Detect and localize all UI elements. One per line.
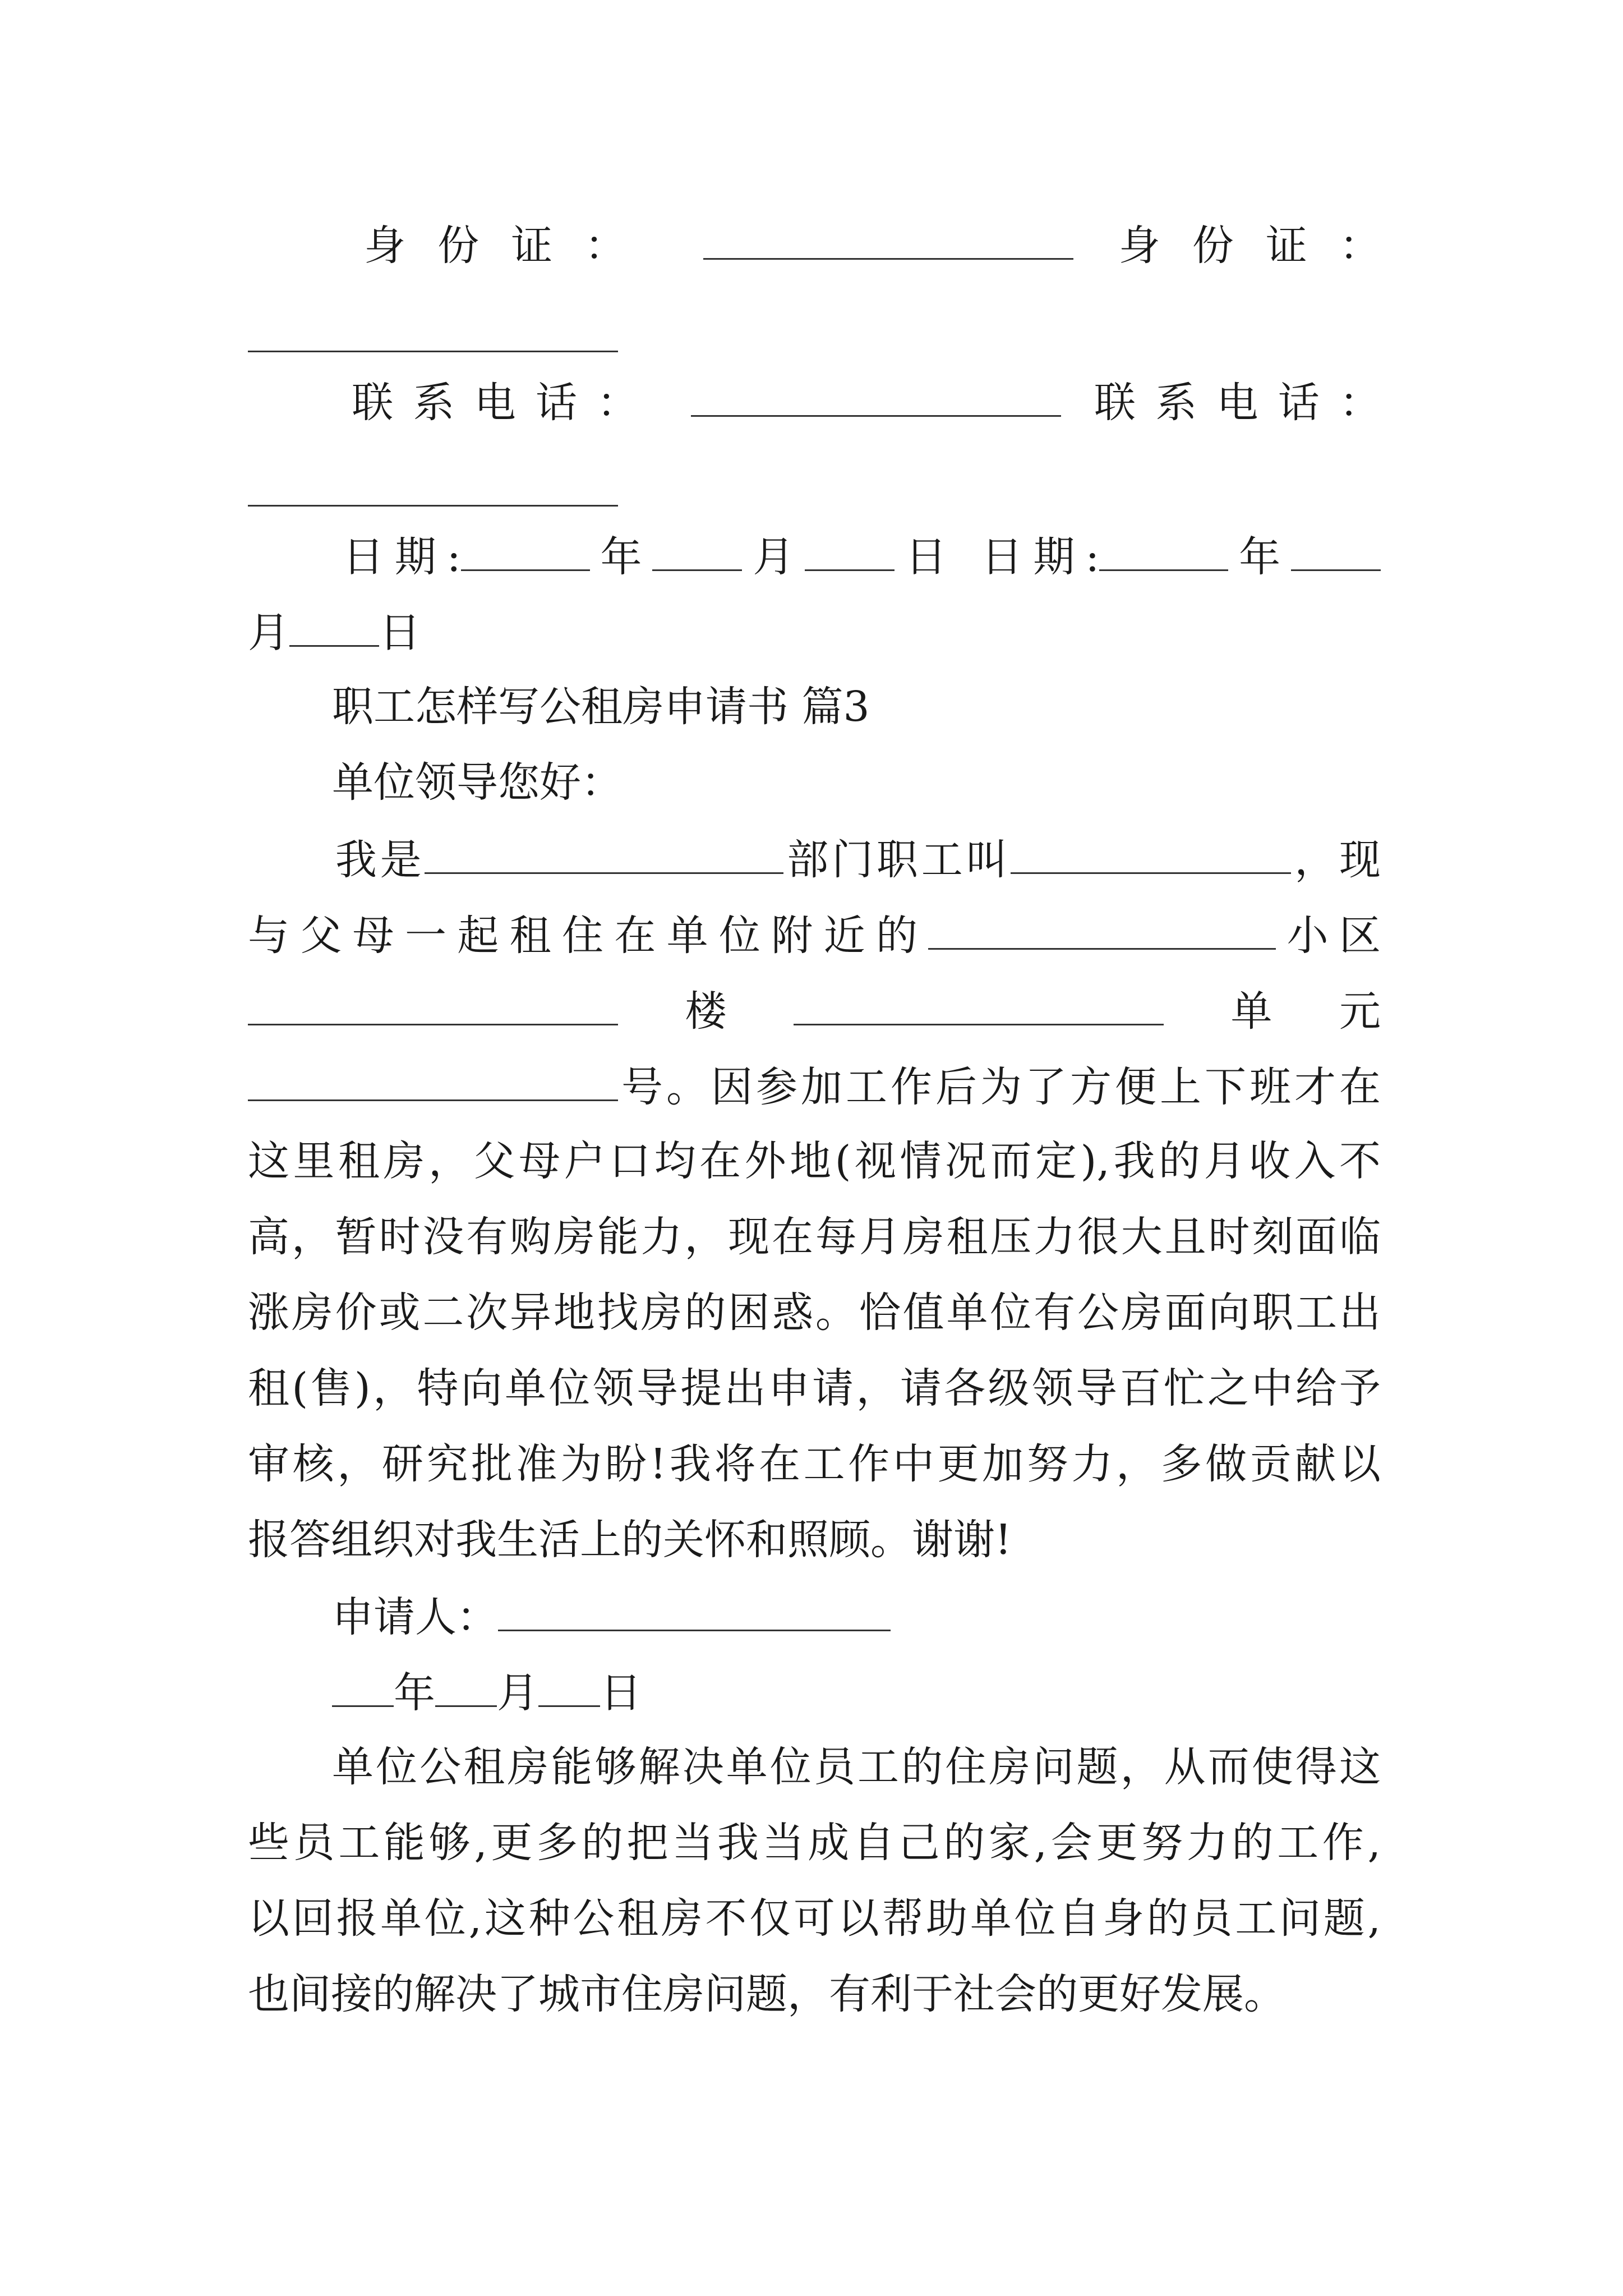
applicant-row [248,1585,1465,1646]
month-blank-2 [1291,524,1381,571]
year-blank-2 [1099,524,1228,571]
day-blank-1 [805,524,895,571]
phone-row [248,370,1381,432]
section-title: 职工怎样写公租房申请书 篇3 [332,683,870,731]
phone-blank-1 [691,370,1061,417]
body-line-8: 租(售)，特向单位领导提出申请，请各级领导百忙之中给予 [248,1364,1381,1412]
community-blank [928,903,1276,950]
phone-label-1: 联系电话： [332,379,658,427]
unit-blank [794,979,1164,1025]
day-blank-2 [289,600,379,647]
phone-blank-2 [248,460,618,507]
month-text-1: 月 [742,533,805,581]
month-blank-1 [652,524,742,571]
body-text: 我是 [332,836,425,884]
body-text: 号。因参加工作后为了方便上下班才在 [618,1063,1381,1111]
closing-line-3: 以回报单位,这种公租房不仅可以帮助单位自身的员工问题, [248,1894,1381,1943]
day-text-3: 日 [600,1669,642,1717]
closing-line-2: 些员工能够,更多的把当我当成自己的家,会更努力的工作, [248,1819,1381,1867]
body-text: 单元 [1164,987,1381,1036]
month-text-2: 月 [248,609,289,657]
year-text-1: 年 [589,533,653,581]
id-blank-row [248,306,1381,367]
id-card-row [248,213,1381,275]
id-label-2: 身份证： [1118,222,1381,270]
body-line-9: 审核，研究批准为盼!我将在工作中更加努力，多做贡献以 [248,1440,1381,1488]
body-text: 小区 [1276,912,1381,960]
date-label-1: 日期: [332,533,461,581]
year-text-2: 年 [1228,533,1292,581]
month-text-3: 月 [497,1669,538,1717]
date-label-2: 日期: [981,533,1100,581]
id-label-1: 身份证： [332,222,658,270]
closing-line-1: 单位公租房能够解决单位员工的住房问题，从而使得这 [332,1743,1381,1791]
body-line-6: 高，暂时没有购房能力，现在每月房租压力很大且时刻面临 [248,1213,1381,1261]
body-text: 楼 [618,987,794,1036]
phone-blank-row [248,460,1381,522]
body-line-10: 报答组织对我生活上的关怀和照顾。谢谢! [248,1516,1012,1564]
month-blank-3 [435,1660,497,1707]
day-text-2: 日 [379,609,421,657]
body-line-1 [248,827,1381,889]
year-text-3: 年 [394,1669,435,1717]
body-line-4 [248,1055,1381,1116]
date-row [248,524,1381,586]
body-text: 部门职工叫 [783,836,1011,884]
applicant-label: 申请人： [332,1593,498,1641]
year-blank-1 [461,524,590,571]
date-row-cont [248,600,1381,662]
year-blank-3 [332,1660,394,1707]
body-line-2 [248,903,1381,965]
name-blank [1011,827,1291,874]
applicant-blank [498,1585,891,1631]
day-blank-3 [538,1660,600,1707]
body-line-7: 涨房价或二次异地找房的困惑。恰值单位有公房面向职工出 [248,1289,1381,1337]
body-text: 与父母一起租住在单位附近的 [248,912,929,960]
day-text-1: 日 [895,533,958,581]
body-text: ，现 [1291,836,1381,884]
salutation: 单位领导您好： [332,758,623,807]
id-blank-1 [703,213,1073,260]
phone-label-2: 联系电话： [1094,379,1381,427]
number-blank [248,1055,618,1101]
body-line-5: 这里租房，父母户口均在外地(视情况而定),我的月收入不 [248,1137,1381,1185]
closing-line-4: 也间接的解决了城市住房问题，有利于社会的更好发展。 [248,1970,1285,2018]
id-blank-2 [248,306,618,352]
department-blank [425,827,783,874]
body-line-3 [248,979,1381,1041]
building-blank [248,979,618,1025]
signing-date-row [248,1660,1465,1722]
